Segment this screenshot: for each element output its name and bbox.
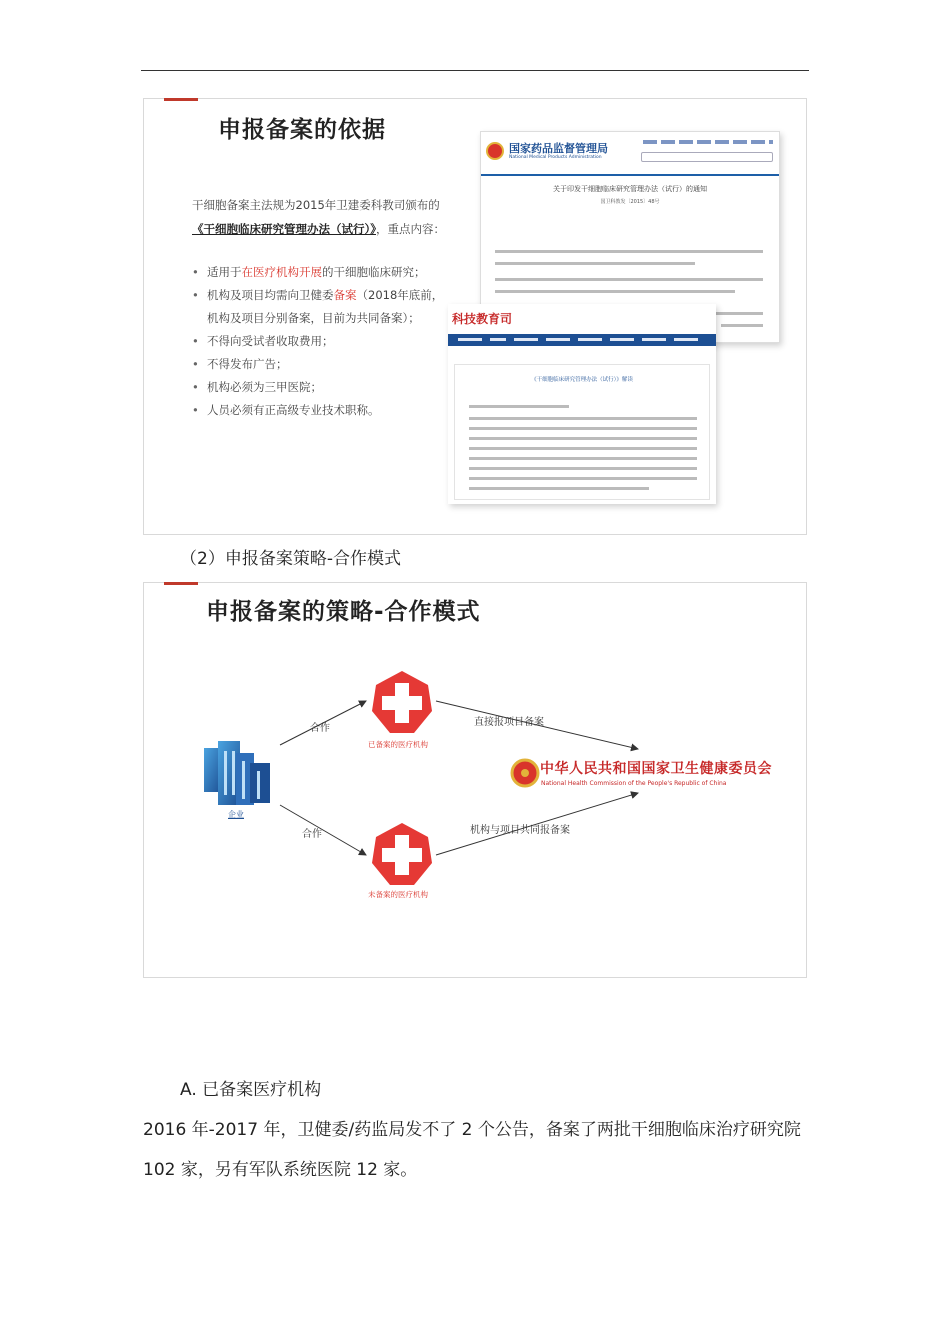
enterprise-label: 企业 — [228, 810, 244, 819]
key-points-list — [192, 261, 462, 422]
sted-navbar — [448, 334, 716, 346]
section-heading-a: A. 已备案医疗机构 — [180, 1080, 322, 1100]
slide-cooperation-model — [143, 582, 807, 978]
article-box — [454, 364, 710, 500]
filed-hospital-icon — [372, 671, 432, 733]
slide2-caption: （2）申报备案策略-合作模式 — [180, 549, 401, 569]
notice-number: 国卫科教发〔2015〕48号 — [600, 199, 660, 205]
nhc-name: 中华人民共和国国家卫生健康委员会 — [540, 761, 772, 777]
list-item: • 不得向受试者收取费用； — [192, 330, 462, 353]
list-item: • 机构必须为三甲医院； — [192, 376, 462, 399]
search-box — [641, 152, 773, 162]
intro-text: 干细胞备案主法规为2015年卫建委科教司颁布的 《干细胞临床研究管理办法（试行）》，重点内容： — [192, 198, 445, 236]
unfiled-hospital-label: 未备案的医疗机构 — [368, 890, 428, 899]
arrow-enterprise-to-unfiled — [280, 805, 366, 855]
slide-title: 申报备案的策略-合作模式 — [206, 599, 481, 625]
nmpa-name: 国家药品监督管理局 — [509, 142, 608, 155]
notice-title: 关于印发干细胞临床研究管理办法（试行）的通知 — [553, 185, 707, 193]
direct-filing-label: 直接报项目备案 — [474, 717, 544, 728]
header-links — [643, 140, 773, 144]
nmpa-header — [481, 132, 779, 176]
list-item: • 机构及项目均需向卫健委备案（2018年底前， 机构及项目分别备案，目前为共同备案）； — [192, 284, 462, 330]
coop-label-top: 合作 — [310, 723, 330, 734]
nhc-name-en: National Health Commission of the People's Republic of China — [541, 780, 727, 787]
national-emblem-icon — [486, 142, 504, 160]
nhc-emblem-icon — [512, 760, 538, 786]
list-item: • 人员必须有正高级专业技术职称。 — [192, 399, 462, 422]
slide-filing-basis — [143, 98, 807, 535]
list-item: • 不得发布广告； — [192, 353, 462, 376]
filed-hospital-label: 已备案的医疗机构 — [368, 740, 428, 749]
coop-label-bottom: 合作 — [302, 829, 322, 840]
slide-tab-marker — [164, 98, 198, 101]
section-a-paragraph: 2016 年-2017 年，卫健委/药监局发不了 2 个公告，备案了两批干细胞临床治疗研究院 102 家，另有军队系统医院 12 家。 — [143, 1120, 801, 1180]
unfiled-hospital-icon — [372, 823, 432, 885]
enterprise-building-icon — [204, 741, 270, 805]
slide-title: 申报备案的依据 — [218, 117, 386, 143]
nmpa-name-en: National Medical Products Administration — [509, 155, 602, 160]
joint-filing-label: 机构与项目共同报备案 — [470, 825, 570, 836]
sted-brand: 科技教育司 — [452, 312, 513, 326]
header-rule — [141, 70, 809, 71]
article-title: 《干细胞临床研究管理办法（试行）》解读 — [531, 377, 633, 383]
regulation-name: 《干细胞临床研究管理办法（试行）》 — [192, 222, 376, 236]
list-item: • 适用于在医疗机构开展的干细胞临床研究； — [192, 261, 462, 284]
sted-interpretation-screenshot — [448, 304, 716, 504]
